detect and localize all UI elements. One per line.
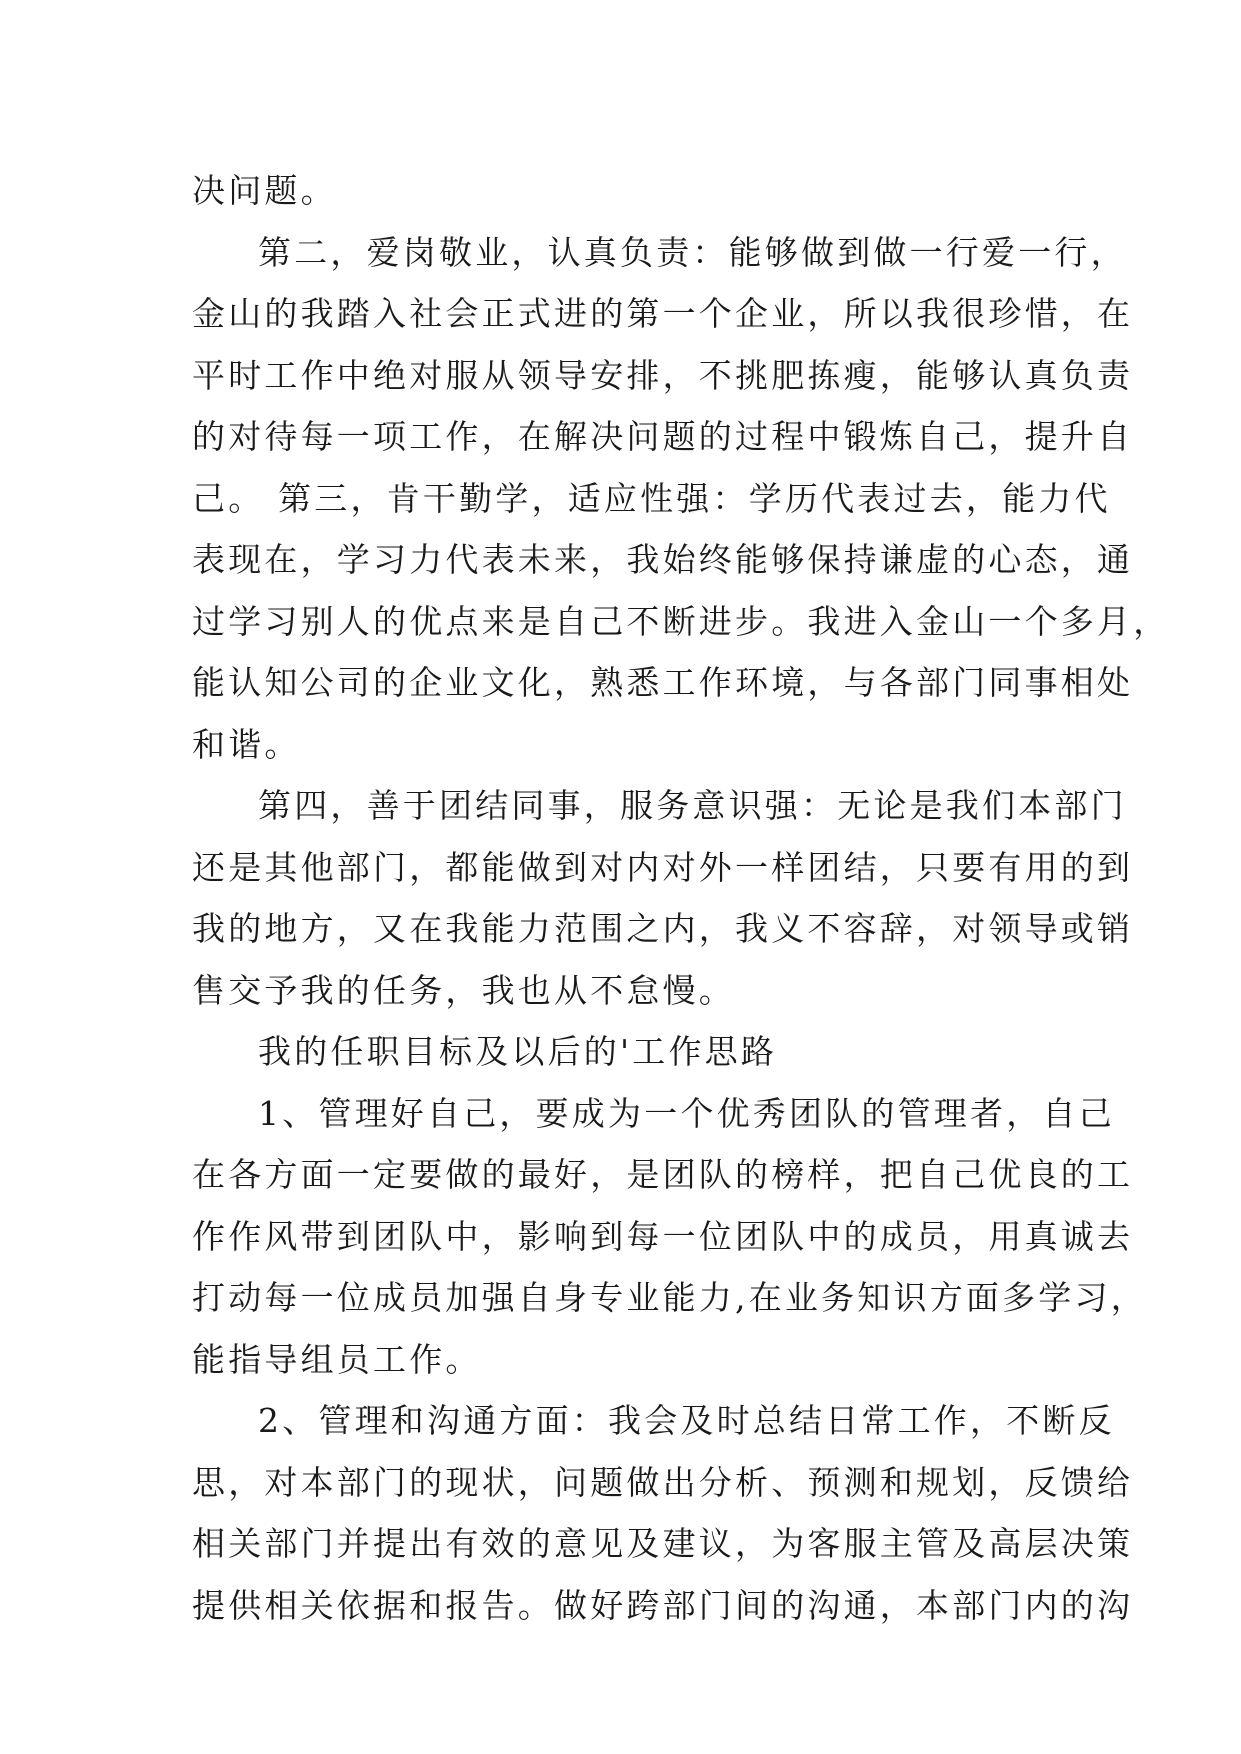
text-line: 在各方面一定要做的最好，是团队的榜样，把自己优良的工: [192, 1155, 1134, 1194]
text-line: 平时工作中绝对服从领导安排，不挑肥拣瘦，能够认真负责: [192, 355, 1134, 395]
text-line: 金山的我踏入社会正式进的第一个企业，所以我很珍惜，在: [192, 294, 1134, 333]
text-line: 表现在，学习力代表未来，我始终能够保持谦虚的心态，通: [192, 540, 1134, 579]
text-line: 打动每一位成员加强自身专业能力,在业务知识方面多学习，: [192, 1278, 1147, 1317]
text-line: 己。 第三，肯干勤学，适应性强：学历代表过去，能力代: [192, 478, 1111, 518]
text-line: 第二，爱岗敬业，认真负责：能够做到做一行爱一行，: [258, 232, 1127, 272]
text-line: 相关部门并提出有效的意见及建议，为客服主管及高层决策: [192, 1524, 1134, 1563]
text-line: 和谐。: [192, 724, 301, 764]
text-line: 售交予我的任务，我也从不怠慢。: [192, 970, 735, 1010]
text-line: 我的任职目标及以后的'工作思路: [258, 1032, 778, 1071]
text-line: 作作风带到团队中，影响到每一位团队中的成员，用真诚去: [192, 1216, 1134, 1256]
text-line: 我的地方，又在我能力范围之内，我义不容辞，对领导或销: [192, 909, 1134, 948]
text-line: 能指导组员工作。: [192, 1339, 482, 1379]
text-line: 决问题。: [192, 171, 337, 210]
text-line: 的对待每一项工作，在解决问题的过程中锻炼自己，提升自: [192, 417, 1134, 456]
text-line: 能认知公司的企业文化，熟悉工作环境，与各部门同事相处: [192, 663, 1134, 702]
text-line: 第四，善于团结同事，服务意识强：无论是我们本部门: [258, 786, 1127, 825]
text-line: 1、管理好自己，要成为一个优秀团队的管理者，自己: [258, 1093, 1115, 1133]
text-line: 提供相关依据和报告。做好跨部门间的沟通，本部门内的沟: [192, 1585, 1134, 1625]
text-line: 2、管理和沟通方面：我会及时总结日常工作，不断反: [258, 1401, 1115, 1440]
text-line: 过学习别人的优点来是自己不断进步。我进入金山一个多月，: [192, 601, 1170, 641]
text-line: 思，对本部门的现状，问题做出分析、预测和规划，反馈给: [192, 1462, 1134, 1502]
document-body: [192, 160, 1170, 1636]
text-line: 还是其他部门，都能做到对内对外一样团结，只要有用的到: [192, 847, 1134, 887]
